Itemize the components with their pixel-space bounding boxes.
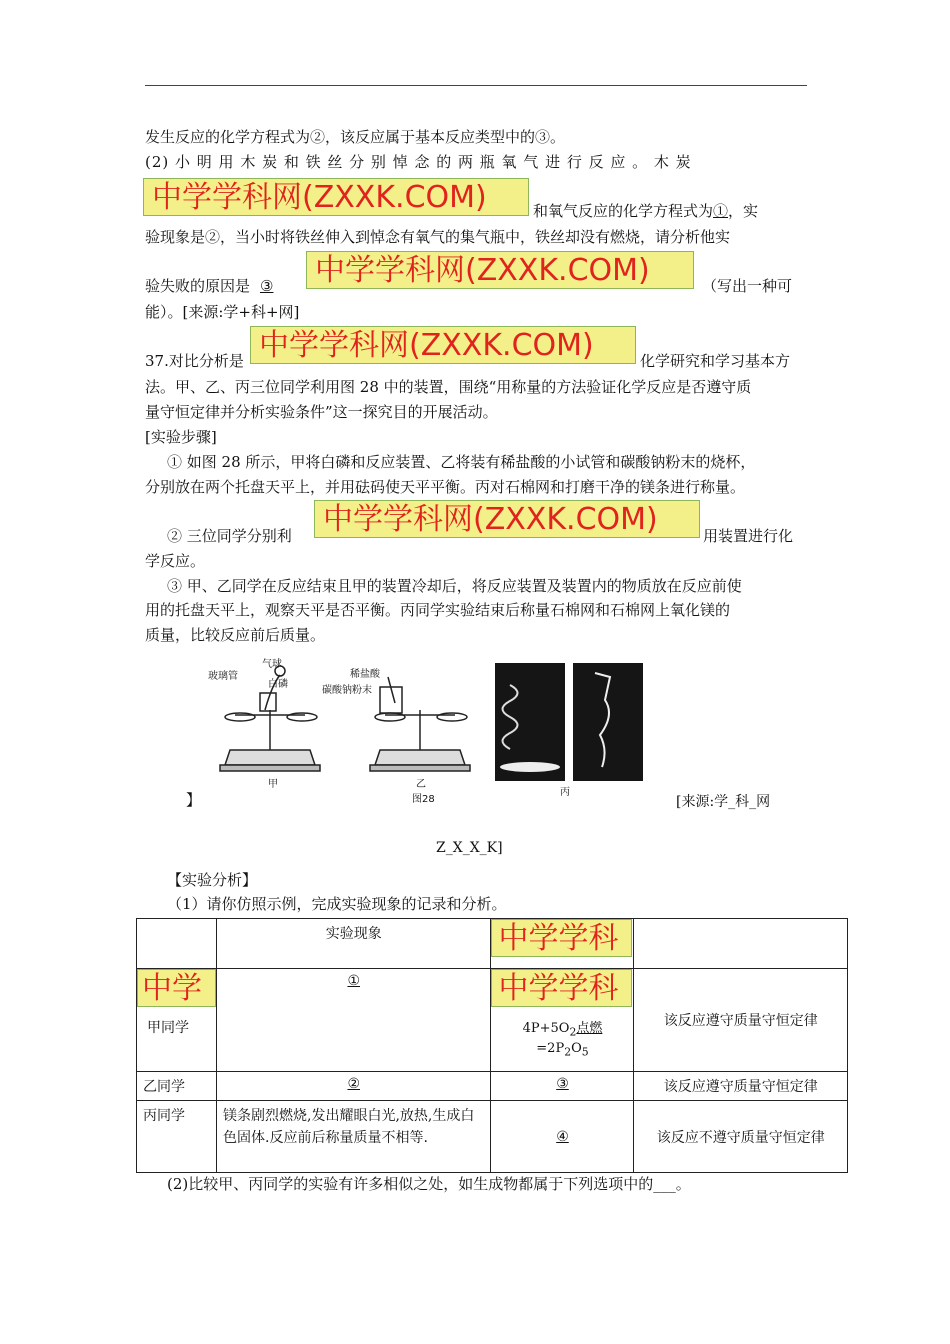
label-na2co3: 碳酸钠粉末 <box>322 685 372 696</box>
figure-caption: 图28 <box>412 794 435 805</box>
text-line-7-start: 37.对比分析是 <box>145 352 244 370</box>
watermark-1: 中学学科网(ZXXK.COM) <box>143 178 529 216</box>
row1-name-cell <box>137 969 217 1072</box>
bracket: 】 <box>186 791 202 809</box>
watermark-3: 中学学科网(ZXXK.COM) <box>250 326 636 364</box>
blank-3: ③ <box>260 277 274 295</box>
table-row <box>137 969 848 1072</box>
text-line-5: 验失败的原因是 ③ <box>145 277 274 295</box>
text-line-8: 法。甲、乙、丙三位同学利用图 28 中的装置，围绕“用称量的方法验证化学反应是否遵守质 <box>145 378 752 396</box>
row2-conclusion: 该反应遵守质量守恒定律 <box>634 1072 848 1101</box>
label-hcl: 稀盐酸 <box>350 669 380 680</box>
results-table <box>136 918 848 1173</box>
label-yi: 乙 <box>416 779 426 790</box>
header-equation-cell <box>491 919 634 969</box>
table-row <box>137 1072 848 1101</box>
text-line-3: 和氧气反应的化学方程式为①，实 <box>533 202 759 220</box>
figure-28 <box>190 655 650 805</box>
source-2: Z_X_X_K] <box>436 840 503 856</box>
text-line-6: 能）。[来源:学+科+网] <box>145 303 300 321</box>
text-line-1: 发生反应的化学方程式为②，该反应属于基本反应类型中的③。 <box>145 128 566 146</box>
row3-equation: ④ <box>491 1101 634 1173</box>
text-line-10: [实验步骤] <box>145 428 217 446</box>
row2-name: 乙同学 <box>137 1072 217 1101</box>
label-tube: 玻璃管 <box>208 671 238 682</box>
text-line-13-end: 用装置进行化 <box>703 527 794 545</box>
watermark-table-2: 中学 <box>137 969 216 1007</box>
header-conclusion <box>634 919 848 969</box>
text-line-14: 学反应。 <box>145 552 206 570</box>
text-line-15: ③ 甲、乙同学在反应结束且甲的装置冷却后，将反应装置及装置内的物质放在反应前使 <box>167 577 742 595</box>
source-1: [来源:学_科_网 <box>676 794 771 810</box>
text-line-4: 验现象是②，当小时将铁丝伸入到悼念有氧气的集气瓶中，铁丝却没有燃烧，请分析他实 <box>145 228 731 246</box>
text-line-16: 用的托盘天平上，观察天平是否平衡。丙同学实验结束后称量石棉网和石棉网上氧化镁的 <box>145 601 731 619</box>
row3-phenomenon: 镁条剧烈燃烧,发出耀眼白光,放热,生成白色固体.反应前后称量质量不相等. <box>217 1101 491 1173</box>
text-line-13-start: ② 三位同学分别利 <box>167 527 292 545</box>
watermark-table-1: 中学学科 <box>491 919 632 957</box>
header-rule <box>145 85 807 86</box>
row1-conclusion: 该反应遵守质量守恒定律 <box>634 969 848 1072</box>
row1-name: 甲同学 <box>147 1020 189 1036</box>
analysis-title: 【实验分析】 <box>167 871 258 889</box>
text-line-2: (2) 小 明 用 木 炭 和 铁 丝 分 别 悼 念 的 两 瓶 氧 气 进 行 反 应 。 木 炭 <box>145 153 692 171</box>
analysis-q1: （1）请你仿照示例，完成实验现象的记录和分析。 <box>167 895 507 913</box>
text-line-11: ① 如图 28 所示，甲将白磷和反应装置、乙将装有稀盐酸的小试管和碳酸钠粉末的烧杯， <box>167 453 756 471</box>
table-row <box>137 1101 848 1173</box>
row3-name: 丙同学 <box>137 1101 217 1173</box>
text-line-12: 分别放在两个托盘天平上，并用砝码使天平平衡。丙对石棉网和打磨干净的镁条进行称量。 <box>145 478 746 496</box>
text-line-5-end: （写出一种可 <box>702 277 793 295</box>
row1-equation: 中学学科 $4P+5O_2$点燃 $=2P_2O_5$ <box>491 969 634 1072</box>
watermark-2: 中学学科网(ZXXK.COM) <box>306 251 694 289</box>
label-balloon: 气球 <box>262 659 282 670</box>
blank-1: ① <box>713 202 729 220</box>
row2-equation: ③ <box>491 1072 634 1101</box>
row2-phenomenon: ② <box>217 1072 491 1101</box>
row1-phenomenon: ① <box>217 969 491 1072</box>
text-line-17: 质量，比较反应前后质量。 <box>145 626 326 644</box>
text-line-7-end: 化学研究和学习基本方 <box>640 352 791 370</box>
label-bing: 丙 <box>560 787 570 798</box>
table-header-row <box>137 919 848 969</box>
label-jia: 甲 <box>268 779 278 790</box>
row3-conclusion: 该反应不遵守质量守恒定律 <box>634 1101 848 1173</box>
header-phenomenon: 实验现象 <box>217 919 491 969</box>
watermark-table-3: 中学学科 <box>491 969 632 1007</box>
label-phosphorus: 白磷 <box>268 679 288 690</box>
analysis-q2: (2)比较甲、丙同学的实验有许多相似之处，如生成物都属于下列选项中的___。 <box>167 1175 691 1193</box>
watermark-4: 中学学科网(ZXXK.COM) <box>314 500 700 538</box>
header-empty <box>137 919 217 969</box>
text-line-9: 量守恒定律并分析实验条件”这一探究目的开展活动。 <box>145 403 498 421</box>
